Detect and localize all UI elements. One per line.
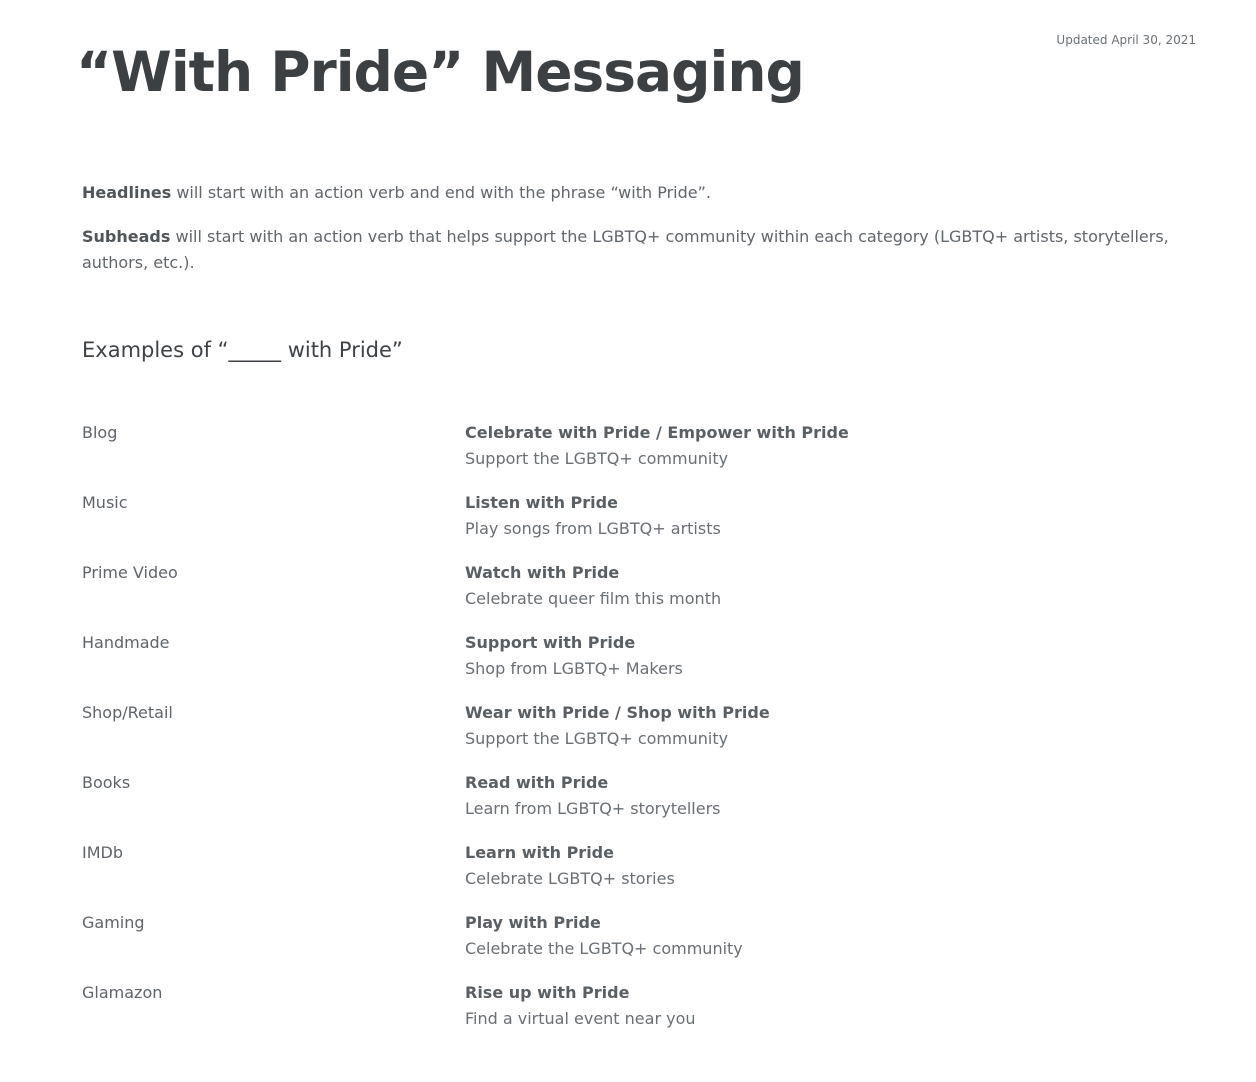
message-block [465, 700, 770, 770]
example-row-prime-video [82, 560, 1182, 630]
message-block [465, 770, 720, 840]
headline-text: Celebrate with Pride / Empower with Pride [465, 423, 849, 442]
headline-text: Watch with Pride [465, 563, 620, 582]
category-label: Glamazon [82, 983, 163, 1002]
headlines-term: Headlines [82, 183, 172, 202]
intro-section [82, 180, 1202, 294]
subheads-description [82, 224, 1202, 276]
example-row-imdb [82, 840, 1182, 910]
example-row-handmade [82, 630, 1182, 700]
message-block [465, 980, 696, 1050]
category-label: Gaming [82, 913, 145, 932]
headline-text: Listen with Pride [465, 493, 618, 512]
updated-date: Updated April 30, 2021 [1056, 33, 1196, 47]
subhead-text: Support the LGBTQ+ community [465, 729, 729, 748]
subhead-text: Shop from LGBTQ+ Makers [465, 659, 683, 678]
category-label: Music [82, 493, 128, 512]
category-label: Books [82, 773, 131, 792]
subheads-text: will start with an action verb that helps support the LGBTQ+ community within each category (LGBTQ+ artists, storytellers, authors, etc.). [82, 227, 1169, 272]
subhead-text: Support the LGBTQ+ community [465, 449, 729, 468]
example-row-books [82, 770, 1182, 840]
examples-heading: Examples of “_____ with Pride” [82, 338, 403, 362]
message-block [465, 910, 743, 980]
category-label: Prime Video [82, 563, 178, 582]
headlines-text: will start with an action verb and end with the phrase “with Pride”. [171, 183, 711, 202]
message-block [465, 420, 849, 490]
page-title: “With Pride” Messaging [76, 40, 804, 104]
category-label: IMDb [82, 843, 123, 862]
example-row-shop-retail [82, 700, 1182, 770]
headlines-description [82, 180, 1202, 206]
headline-text: Wear with Pride / Shop with Pride [465, 703, 770, 722]
message-block [465, 840, 675, 910]
subhead-text: Learn from LGBTQ+ storytellers [465, 799, 721, 818]
example-row-glamazon [82, 980, 1182, 1050]
headline-text: Read with Pride [465, 773, 609, 792]
message-block [465, 490, 721, 560]
category-label: Handmade [82, 633, 170, 652]
headline-text: Support with Pride [465, 633, 636, 652]
category-label: Shop/Retail [82, 703, 173, 722]
subhead-text: Celebrate queer film this month [465, 589, 722, 608]
subhead-text: Celebrate LGBTQ+ stories [465, 869, 675, 888]
headline-text: Rise up with Pride [465, 983, 630, 1002]
message-block [465, 560, 721, 630]
example-row-blog [82, 420, 1182, 490]
example-row-music [82, 490, 1182, 560]
category-label: Blog [82, 423, 118, 442]
message-block [465, 630, 683, 700]
headline-text: Play with Pride [465, 913, 601, 932]
example-row-gaming [82, 910, 1182, 980]
subhead-text: Celebrate the LGBTQ+ community [465, 939, 743, 958]
headline-text: Learn with Pride [465, 843, 614, 862]
subhead-text: Find a virtual event near you [465, 1009, 696, 1028]
subhead-text: Play songs from LGBTQ+ artists [465, 519, 721, 538]
examples-table [82, 420, 1182, 1050]
subheads-term: Subheads [82, 227, 171, 246]
